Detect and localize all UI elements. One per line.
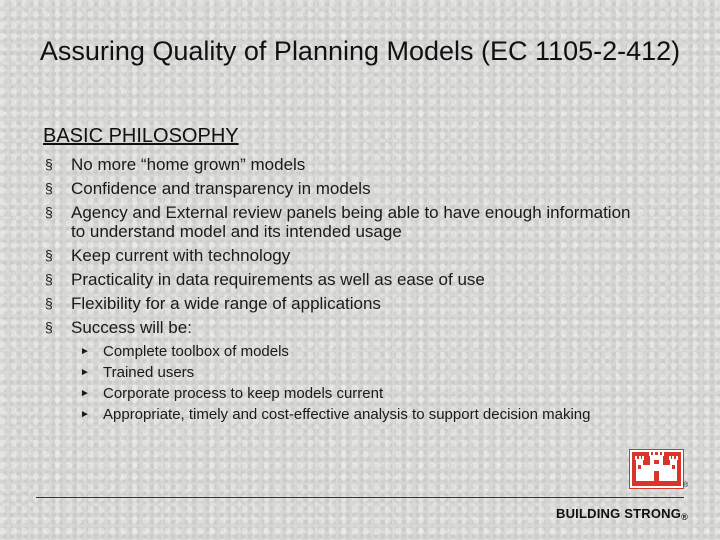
triangle-arrow-icon: ► xyxy=(80,367,90,378)
section-heading: BASIC PHILOSOPHY xyxy=(43,125,239,147)
bullet-item: § Confidence and transparency in models xyxy=(45,179,371,198)
sub-bullet-item: ► Appropriate, timely and cost-effective analysis to support decision making xyxy=(80,406,591,423)
bullet-item: § Agency and External review panels being able to have enough information to understand model and its intended usage xyxy=(45,203,631,241)
sub-bullet-item: ► Trained users xyxy=(80,364,195,381)
sub-bullet-item: ► Corporate process to keep models current xyxy=(80,385,384,402)
sub-bullet-item: ► Complete toolbox of models xyxy=(80,343,289,360)
square-bullet-icon: § xyxy=(45,319,53,335)
triangle-arrow-icon: ► xyxy=(80,388,90,399)
bullet-list xyxy=(44,155,644,342)
square-bullet-icon: § xyxy=(45,247,53,263)
triangle-arrow-icon: ► xyxy=(80,346,90,357)
bullet-item: § Success will be: xyxy=(45,318,192,337)
triangle-arrow-icon: ► xyxy=(80,409,90,420)
bullet-item: § Keep current with technology xyxy=(45,246,291,265)
square-bullet-icon: § xyxy=(45,271,53,287)
square-bullet-icon: § xyxy=(45,180,53,196)
square-bullet-icon: § xyxy=(45,295,53,311)
footer-divider xyxy=(36,497,684,498)
bullet-item: § Practicality in data requirements as well as ease of use xyxy=(45,270,485,289)
registered-mark: ® xyxy=(681,512,688,522)
slide-title: Assuring Quality of Planning Models (EC 1105-2-412) xyxy=(39,36,681,66)
castle-logo-icon xyxy=(629,449,684,489)
sub-bullet-list xyxy=(80,343,640,427)
square-bullet-icon: § xyxy=(45,204,53,220)
bullet-item: § Flexibility for a wide range of applications xyxy=(45,294,381,313)
square-bullet-icon: § xyxy=(45,156,53,172)
logo-registered-mark: ® xyxy=(683,482,689,489)
bullet-item: § No more “home grown” models xyxy=(45,155,306,174)
footer-tagline: BUILDING STRONG® xyxy=(556,506,688,522)
